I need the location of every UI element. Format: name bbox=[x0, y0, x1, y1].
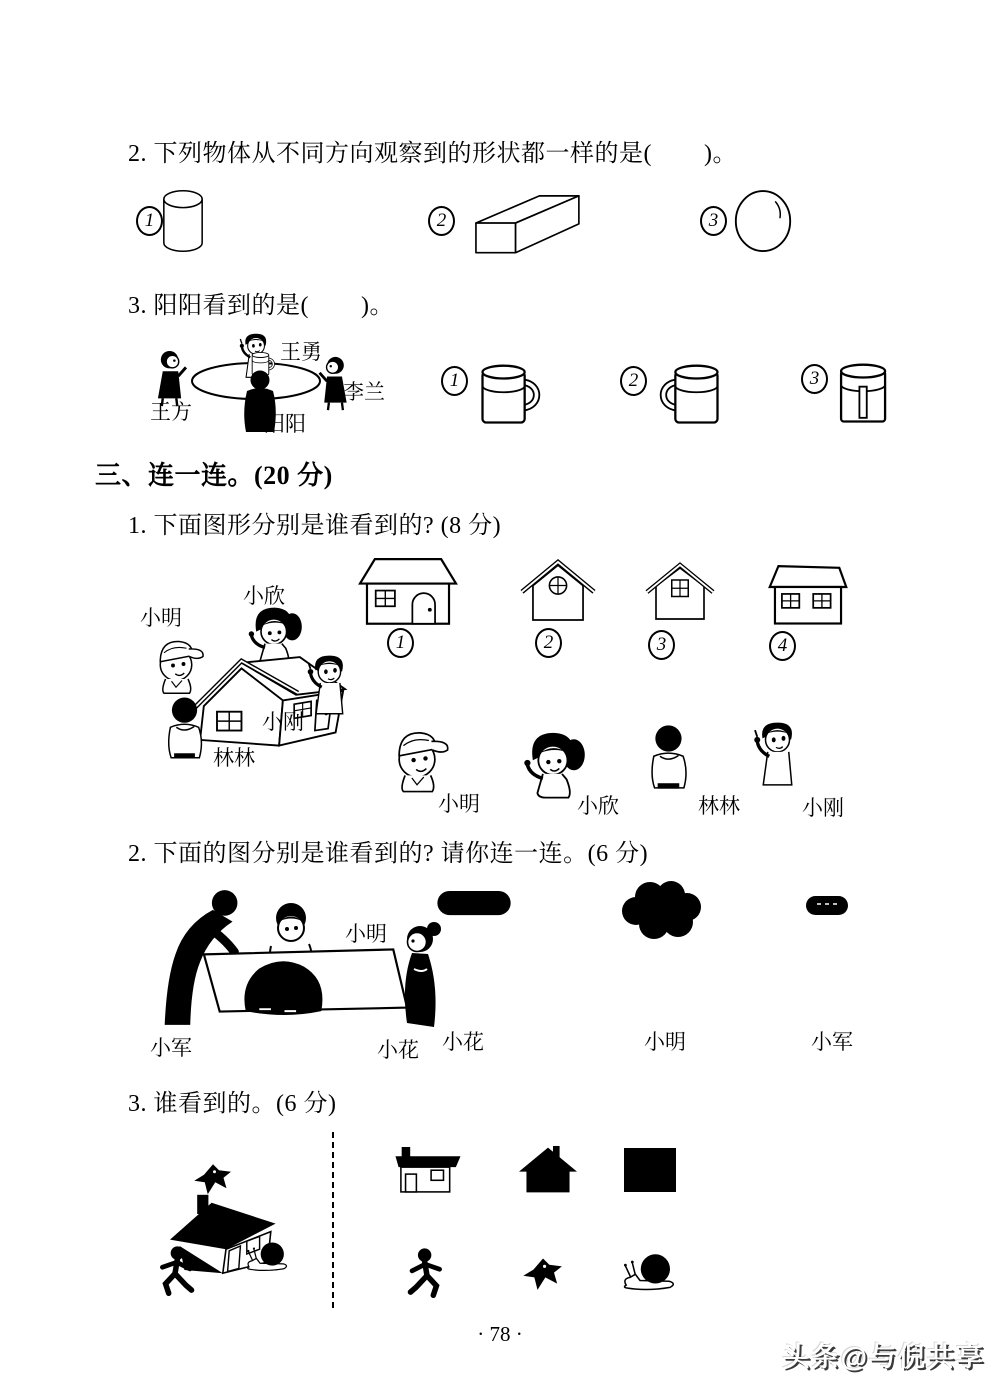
question-2-2-text: 2. 下列物体从不同方向观察到的形状都一样的是( )。 bbox=[128, 141, 737, 167]
question-3-2-text: 2. 下面的图分别是谁看到的? 请你连一连。(6 分) bbox=[128, 841, 649, 867]
house-circle-2: 2 bbox=[535, 628, 562, 658]
scene-kid-linlin-figure bbox=[160, 690, 212, 766]
silhouette-boy-figure bbox=[402, 1248, 452, 1300]
house-view-1-figure bbox=[360, 553, 456, 629]
scene-snail-figure bbox=[243, 1240, 293, 1273]
watermark: 头条@与倪共享 bbox=[782, 1342, 985, 1372]
mug-handle-right-figure bbox=[477, 361, 543, 429]
question-3-1-text: 1. 下面图形分别是谁看到的? (8 分) bbox=[128, 513, 502, 539]
page-number: · 78 · bbox=[477, 1322, 523, 1346]
sphere-figure bbox=[733, 189, 793, 255]
scene-label-linlin: 林林 bbox=[213, 746, 255, 770]
silhouette-house-gable-figure bbox=[519, 1144, 577, 1196]
label-lilan: 李兰 bbox=[343, 380, 385, 404]
silhouette-house-side-figure bbox=[395, 1147, 461, 1195]
question-3-3-text: 3. 谁看到的。(6 分) bbox=[128, 1091, 337, 1117]
shadow-capsule-figure bbox=[436, 890, 514, 917]
kid-label-xiaoxin: 小欣 bbox=[577, 794, 619, 818]
kid-xiaogang-figure bbox=[746, 708, 806, 798]
mug-handle-left-figure bbox=[657, 361, 723, 429]
mug-option-circle-2: 2 bbox=[620, 366, 647, 396]
shadow-label-xiaoming: 小明 bbox=[644, 1030, 686, 1054]
scene-label-xiaoming: 小明 bbox=[140, 606, 182, 630]
scene-boy-figure bbox=[150, 1246, 200, 1298]
shadow-small-figure bbox=[805, 895, 851, 917]
option-circle-2: 2 bbox=[428, 206, 455, 236]
label-yangyang: 阳阳 bbox=[264, 412, 306, 436]
kid-label-xiaoming: 小明 bbox=[438, 792, 480, 816]
scene-label-xiaojun: 小军 bbox=[150, 1036, 192, 1060]
label-wangfang: 王方 bbox=[150, 400, 192, 424]
kid-xiaoming-figure bbox=[383, 712, 451, 798]
mug-option-circle-1: 1 bbox=[441, 366, 468, 396]
scene-label-xiaogang: 小刚 bbox=[262, 710, 304, 734]
house-view-2-figure bbox=[522, 556, 594, 626]
scene-label-xiaoxin: 小欣 bbox=[243, 584, 285, 608]
kid-label-linlin: 林林 bbox=[698, 794, 740, 818]
dashed-divider bbox=[332, 1132, 334, 1308]
scene-label-xiaohua: 小花 bbox=[377, 1038, 419, 1062]
scene-label-xiaoming2: 小明 bbox=[345, 922, 387, 946]
house-circle-4: 4 bbox=[769, 631, 796, 661]
house-view-4-figure bbox=[768, 560, 848, 627]
scene-kid-xiaogang-figure bbox=[300, 640, 356, 728]
cuboid-figure bbox=[458, 186, 596, 256]
shadow-fluffy-figure bbox=[616, 880, 706, 940]
kid-label-xiaogang: 小刚 bbox=[802, 796, 844, 820]
silhouette-square-figure bbox=[624, 1148, 676, 1192]
silhouette-snail-figure bbox=[620, 1248, 680, 1296]
option-circle-3: 3 bbox=[700, 206, 727, 236]
label-wangyong: 王勇 bbox=[280, 340, 322, 364]
shadow-label-xiaohua: 小花 bbox=[442, 1030, 484, 1054]
silhouette-bird-figure bbox=[521, 1255, 565, 1295]
scene-object-blob-figure bbox=[238, 954, 330, 1016]
section-3-heading: 三、连一连。(20 分) bbox=[95, 461, 333, 490]
house-circle-3: 3 bbox=[648, 630, 675, 660]
shadow-label-xiaojun: 小军 bbox=[811, 1030, 853, 1054]
option-circle-1: 1 bbox=[136, 206, 163, 236]
house-view-3-figure bbox=[647, 557, 713, 627]
kid-linlin-figure bbox=[643, 714, 697, 800]
cylinder-figure bbox=[160, 182, 206, 260]
house-circle-1: 1 bbox=[387, 628, 414, 658]
mug-handle-front-figure bbox=[837, 361, 891, 427]
mug-option-circle-3: 3 bbox=[801, 364, 828, 394]
question-2-3-text: 3. 阳阳看到的是( )。 bbox=[128, 293, 394, 319]
scene-kid-xiaohua-figure bbox=[394, 920, 454, 1032]
